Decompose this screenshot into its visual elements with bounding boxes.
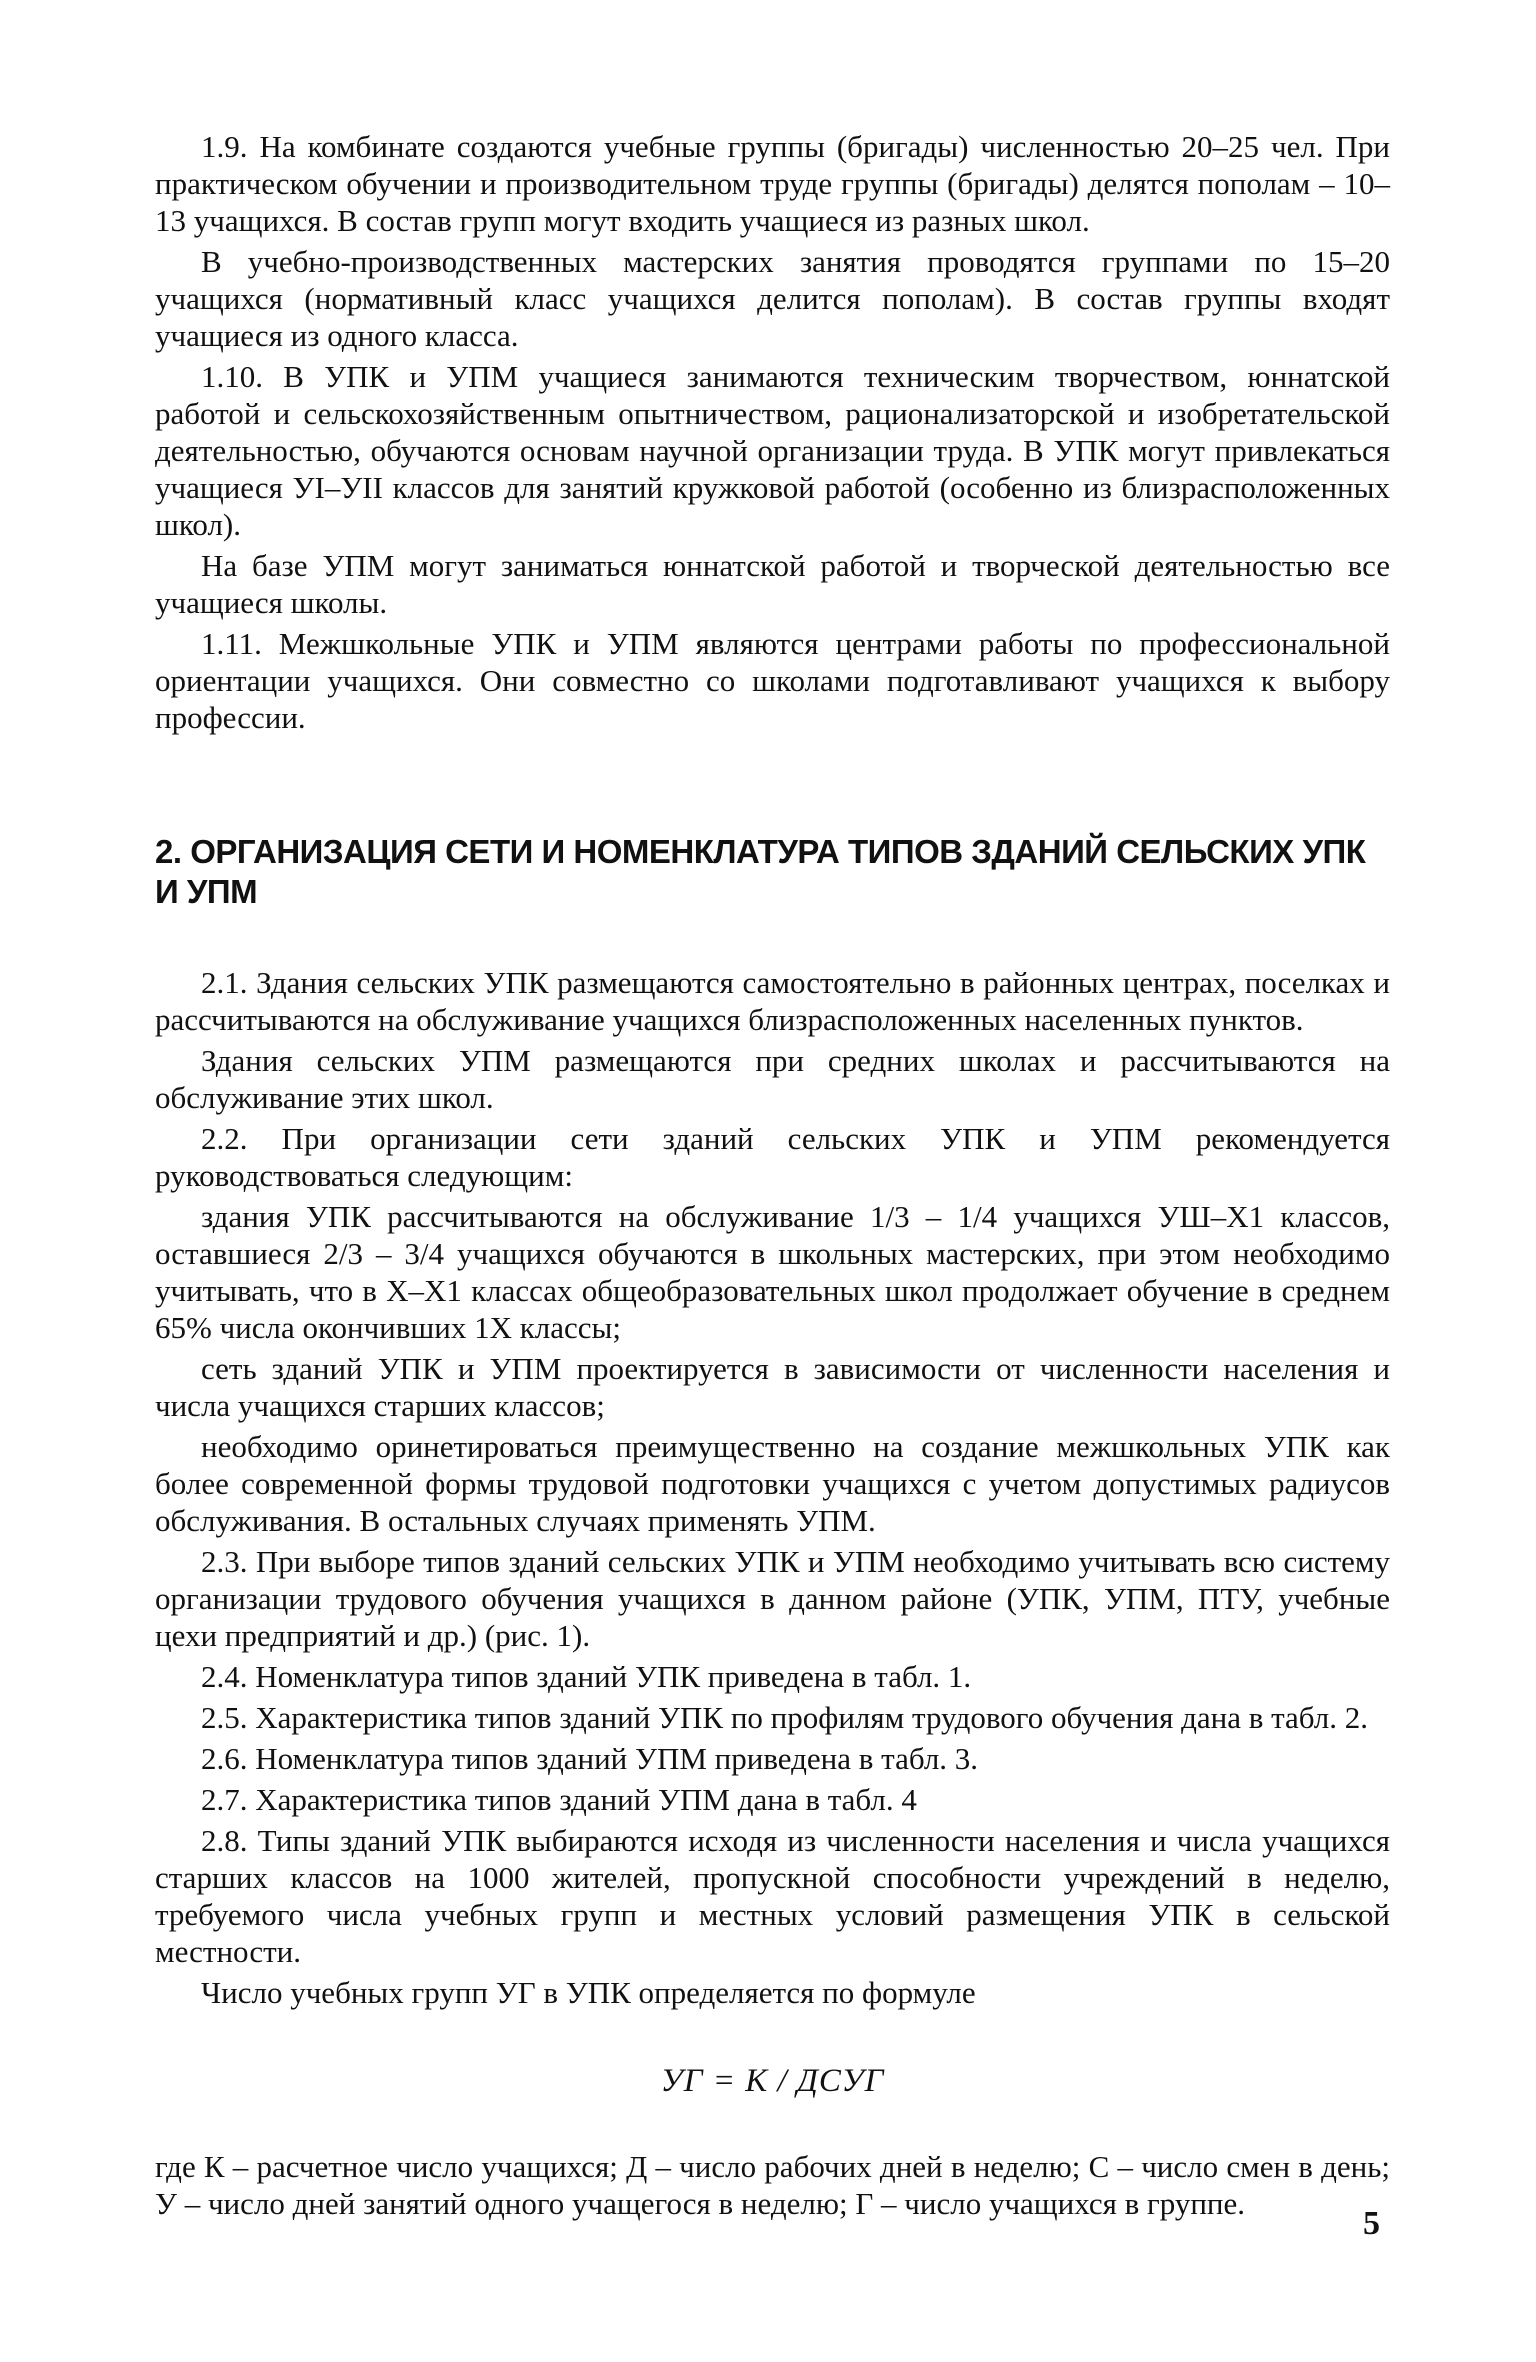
paragraph-2-1: 2.1. Здания сельских УПК размещаются самостоятельно в районных центрах, поселках и рассчитываются на обслуживание учащихся близрасположенных населенных пунктов. <box>155 965 1390 1037</box>
paragraph-2-5: 2.5. Характеристика типов зданий УПК по профилям трудового обучения дана в табл. 2. <box>201 1700 1369 1735</box>
paragraph-2-2-item-c: необходимо оринетироваться преимущественно на создание межшкольных УПК как более современной формы трудовой подготовки учащихся с учетом допустимых радиусов обслуживания. В остальных случаях применять УПМ. <box>155 1429 1390 1538</box>
paragraph-2-4: 2.4. Номенклатура типов зданий УПК приведена в табл. 1. <box>201 1659 972 1694</box>
paragraph-2-2: 2.2. При организации сети зданий сельских УПК и УПМ рекомендуется руководствоваться следующим: <box>155 1121 1390 1193</box>
paragraph-2-6: 2.6. Номенклатура типов зданий УПМ приведена в табл. 3. <box>201 1741 979 1776</box>
paragraph-1-9-workshops: В учебно-производственных мастерских занятия проводятся группами по 15–20 учащихся (нормативный класс учащихся делится пополам). В состав группы входят учащиеся из одного класса. <box>155 244 1390 353</box>
document-page <box>155 128 1390 2222</box>
paragraph-1-10: 1.10. В УПК и УПМ учащиеся занимаются техническим творчеством, юннатской работой и сельскохозяйственным опытничеством, рационализаторской и изобретательской деятельностью, обучаются основам научной организации труда. В УПК могут привлекаться учащиеся УI–УII классов для занятий кружковой работой (особенно из близрасположенных школ). <box>155 359 1390 542</box>
paragraph-2-8-formula-intro: Число учебных групп УГ в УПК определяется по формуле <box>201 1975 976 2010</box>
paragraph-2-2-item-a: здания УПК рассчитываются на обслуживание 1/3 – 1/4 учащихся УШ–Х1 классов, оставшиеся 2/3 – 3/4 учащихся обучаются в школьных мастерских, при этом необходимо учитывать, что в Х–Х1 классах общеобразовательных школ продолжает обучение в среднем 65% числа окончивших 1Х классы; <box>155 1199 1390 1345</box>
paragraph-1-9: 1.9. На комбинате создаются учебные группы (бригады) численностью 20–25 чел. При практическом обучении и производительном труде группы (бригады) делятся пополам – 10–13 учащихся. В состав групп могут входить учащиеся из разных школ. <box>155 129 1390 238</box>
paragraph-2-7: 2.7. Характеристика типов зданий УПМ дана в табл. 4 <box>201 1782 917 1817</box>
paragraph-1-10-upm: На базе УПМ могут заниматься юннатской работой и творческой деятельностью все учащиеся школы. <box>155 548 1390 620</box>
formula-legend: где К – расчетное число учащихся; Д – число рабочих дней в неделю; С – число смен в день; У – число дней занятий одного учащегося в неделю; Г – число учащихся в группе. <box>155 2149 1390 2221</box>
paragraph-2-8: 2.8. Типы зданий УПК выбираются исходя из численности населения и числа учащихся старших классов на 1000 жителей, пропускной способности учреждений в неделю, требуемого числа учебных групп и местных условий размещения УПК в сельской местности. <box>155 1823 1390 1969</box>
formula: УГ = К / ДСУГ <box>660 2063 885 2099</box>
section-2-title: 2. ОРГАНИЗАЦИЯ СЕТИ И НОМЕНКЛАТУРА ТИПОВ ЗДАНИЙ СЕЛЬСКИХ УПК И УПМ <box>155 833 1366 910</box>
paragraph-1-11: 1.11. Межшкольные УПК и УПМ являются центрами работы по профессиональной ориентации учащихся. Они совместно со школами подготавливают учащихся к выбору профессии. <box>155 626 1390 735</box>
paragraph-2-1-upm: Здания сельских УПМ размещаются при средних школах и рассчитываются на обслуживание этих школ. <box>155 1043 1390 1115</box>
paragraph-2-2-item-b: сеть зданий УПК и УПМ проектируется в зависимости от численности населения и числа учащихся старших классов; <box>155 1351 1390 1423</box>
paragraph-2-3: 2.3. При выборе типов зданий сельских УПК и УПМ необходимо учитывать всю систему организации трудового обучения учащихся в данном районе (УПК, УПМ, ПТУ, учебные цехи предприятий и др.) (рис. 1). <box>155 1544 1390 1653</box>
page-number: 5 <box>1363 2205 1380 2242</box>
